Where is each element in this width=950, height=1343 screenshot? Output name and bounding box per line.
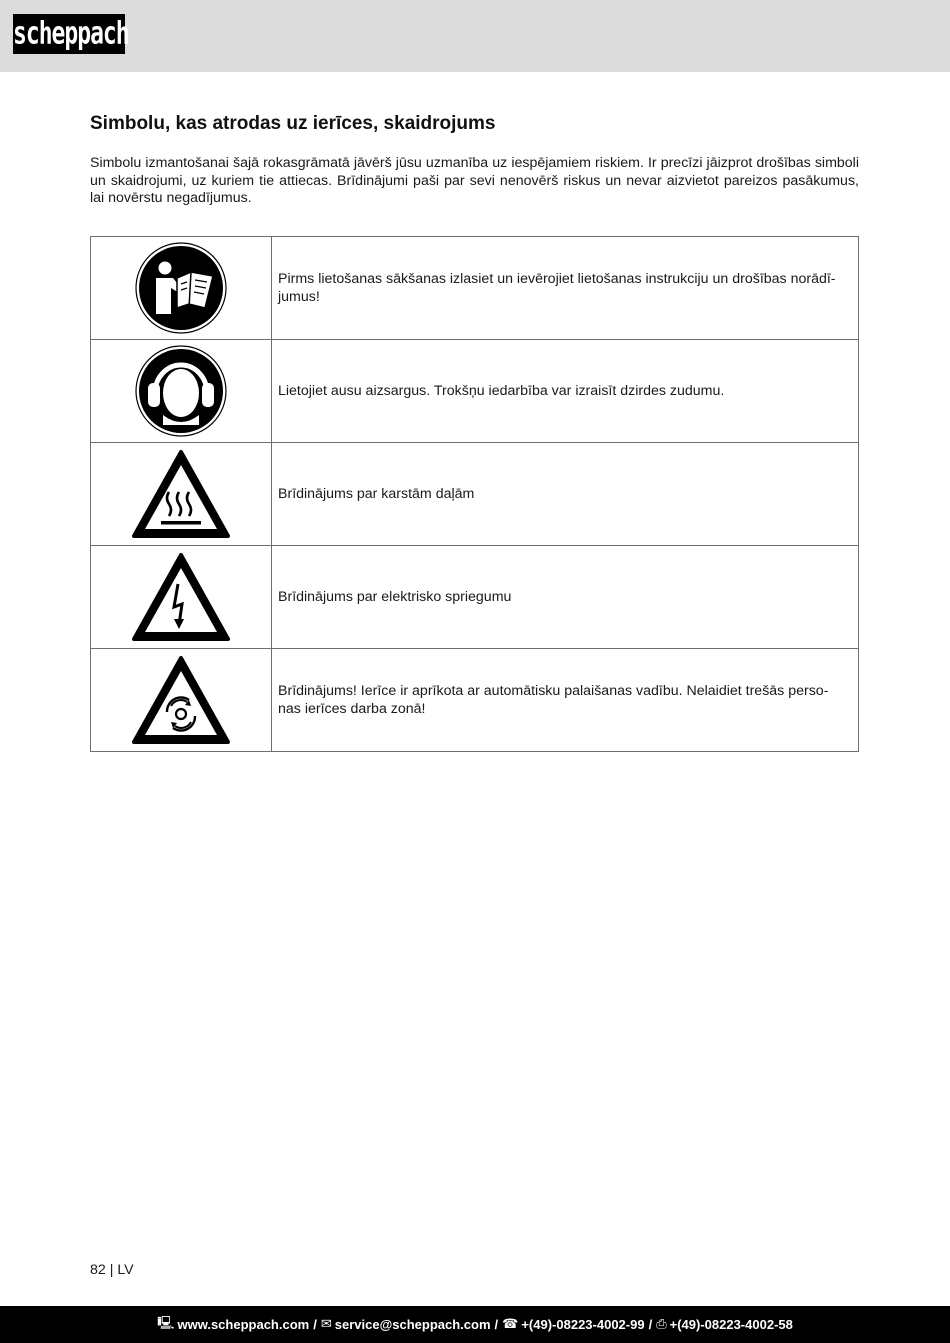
table-row <box>91 546 859 649</box>
symbol-text: Brīdinājums par elektrisko spriegumu <box>272 546 859 649</box>
computer-icon: 🖳 <box>157 1315 175 1331</box>
table-row <box>91 237 859 340</box>
ear-protection-icon <box>135 345 227 437</box>
hot-surface-warning-icon <box>131 448 231 540</box>
footer-separator: / <box>313 1317 317 1332</box>
footer-phone[interactable]: +(49)-08223-4002-99 <box>521 1317 645 1332</box>
header-bar <box>0 0 950 72</box>
icon-cell <box>91 649 272 752</box>
fax-icon: ⎙ <box>656 1317 667 1332</box>
automatic-start-warning-icon <box>131 654 231 746</box>
icon-cell <box>91 546 272 649</box>
symbol-text: Brīdinājums par karstām daļām <box>272 443 859 546</box>
footer-fax: +(49)-08223-4002-58 <box>669 1317 793 1332</box>
footer-separator: / <box>494 1317 499 1332</box>
footer-separator: / <box>648 1317 653 1332</box>
read-manual-icon <box>135 242 227 334</box>
footer-website-link[interactable]: www.scheppach.com <box>177 1317 310 1332</box>
icon-cell <box>91 340 272 443</box>
icon-cell <box>91 237 272 340</box>
scheppach-logo[interactable]: scheppach <box>13 14 125 54</box>
electric-voltage-warning-icon <box>131 551 231 643</box>
symbols-table <box>90 236 859 752</box>
table-row <box>91 443 859 546</box>
table-row <box>91 340 859 443</box>
footer-email-link[interactable]: service@scheppach.com <box>334 1317 491 1332</box>
section-title: Simbolu, kas atrodas uz ierīces, skaidrojums <box>90 113 496 134</box>
footer-bar <box>0 1306 950 1343</box>
phone-icon: ☎ <box>502 1317 519 1332</box>
symbol-text: Brīdinājums! Ierīce ir aprīkota ar automātisku palaišanas vadību. Nelaidiet trešās perso-nas ierīces darba zonā! <box>272 649 859 752</box>
page-number: 82 | LV <box>90 1262 134 1278</box>
symbol-text: Lietojiet ausu aizsargus. Trokšņu iedarbība var izraisīt dzirdes zudumu. <box>272 340 859 443</box>
symbol-text: Pirms lietošanas sākšanas izlasiet un ievērojiet lietošanas instrukciju un drošības norādī-jumus! <box>272 237 859 340</box>
intro-paragraph: Simbolu izmantošanai šajā rokasgrāmatā jāvērš jūsu uzmanība uz iespējamiem riskiem. Ir precīzi jāizprot drošības simboli un skaidrojumi, uz kuriem tie attiecas. Brīdinājumi paši par sevi nenovērš riskus un nevar aizvietot pareizos pasākumus, lai novērstu negadījumus. <box>90 155 859 206</box>
table-row <box>91 649 859 752</box>
icon-cell <box>91 443 272 546</box>
email-icon: ✉ <box>320 1317 332 1332</box>
